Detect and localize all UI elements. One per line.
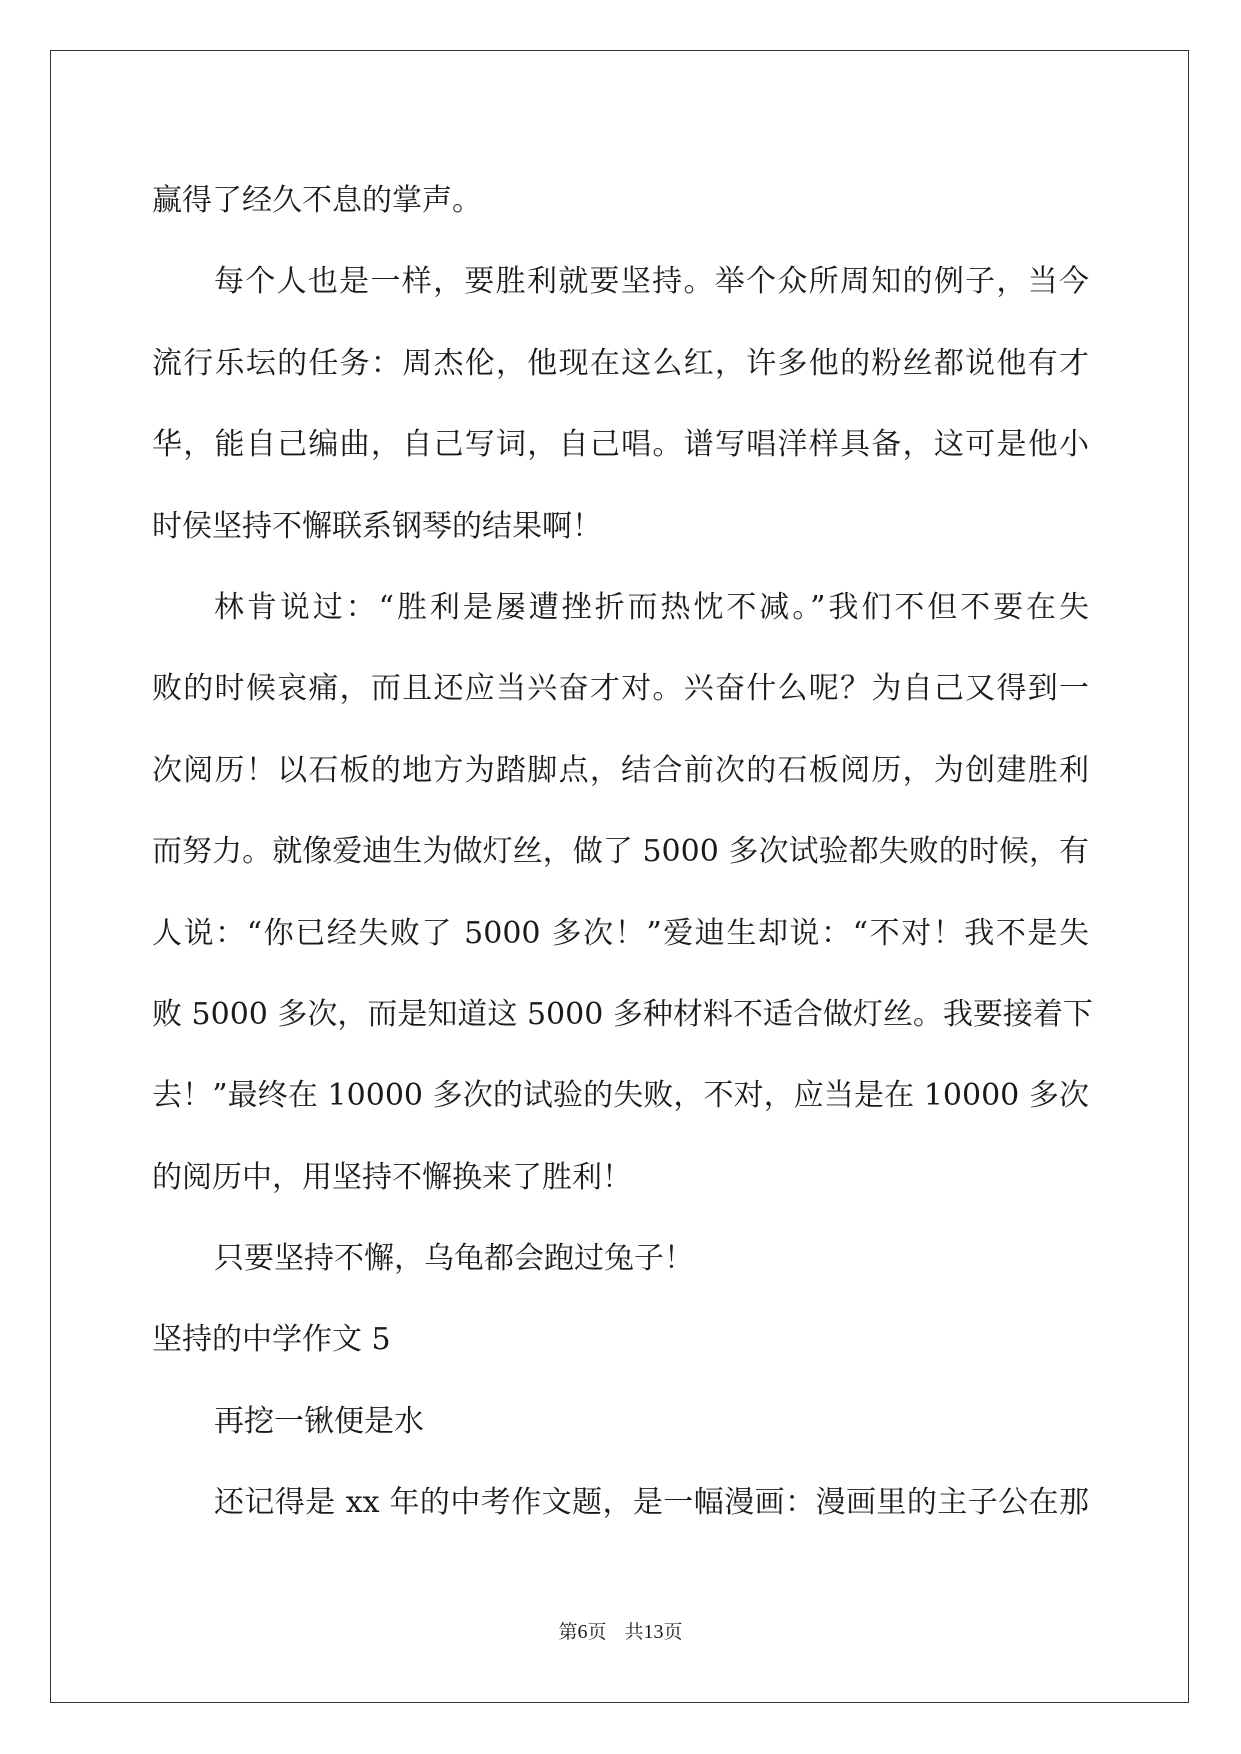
footer-total-suffix: 页 bbox=[663, 1621, 683, 1643]
text-line: 流行乐坛的任务：周杰伦，他现在这么红，许多他的粉丝都说他有才 bbox=[152, 345, 1089, 381]
footer-total-pages: 13 bbox=[643, 1621, 664, 1643]
text-line: 再挖一锹便是水 bbox=[214, 1403, 424, 1439]
text-line: 的阅历中，用坚持不懈换来了胜利！ bbox=[152, 1159, 632, 1195]
text-line: 坚持的中学作文 5 bbox=[152, 1322, 391, 1358]
footer-total-prefix: 共 bbox=[624, 1621, 644, 1643]
footer-prefix: 第 bbox=[558, 1621, 578, 1643]
footer-page-suffix: 页 bbox=[587, 1621, 607, 1643]
document-body bbox=[152, 160, 1093, 1544]
text-line: 时侯坚持不懈联系钢琴的结果啊！ bbox=[152, 508, 602, 544]
page-footer bbox=[0, 1620, 1241, 1644]
text-line: 败 5000 多次，而是知道这 5000 多种材料不适合做灯丝。我要接着下 bbox=[152, 996, 1093, 1032]
text-line: 每个人也是一样，要胜利就要坚持。举个众所周知的例子，当今 bbox=[214, 264, 1089, 300]
text-line: 还记得是 xx 年的中考作文题，是一幅漫画：漫画里的主子公在那 bbox=[214, 1485, 1089, 1521]
text-line: 次阅历！以石板的地方为踏脚点，结合前次的石板阅历，为创建胜利 bbox=[152, 752, 1089, 788]
text-line: 林肯说过：“胜利是屡遭挫折而热忱不减。”我们不但不要在失 bbox=[214, 589, 1089, 625]
text-line: 去！”最终在 10000 多次的试验的失败，不对，应当是在 10000 多次 bbox=[152, 1078, 1089, 1114]
footer-page-number: 6 bbox=[577, 1621, 588, 1643]
text-line: 人说：“你已经失败了 5000 多次！”爱迪生却说：“不对！我不是失 bbox=[152, 915, 1089, 951]
text-line: 华，能自己编曲，自己写词，自己唱。谱写唱洋样具备，这可是他小 bbox=[152, 427, 1089, 463]
text-line: 败的时候哀痛，而且还应当兴奋才对。兴奋什么呢？为自己又得到一 bbox=[152, 671, 1089, 707]
text-line: 赢得了经久不息的掌声。 bbox=[152, 183, 482, 218]
text-line: 只要坚持不懈，乌龟都会跑过兔子！ bbox=[214, 1241, 694, 1277]
text-line: 而努力。就像爱迪生为做灯丝，做了 5000 多次试验都失败的时候，有 bbox=[152, 834, 1089, 870]
